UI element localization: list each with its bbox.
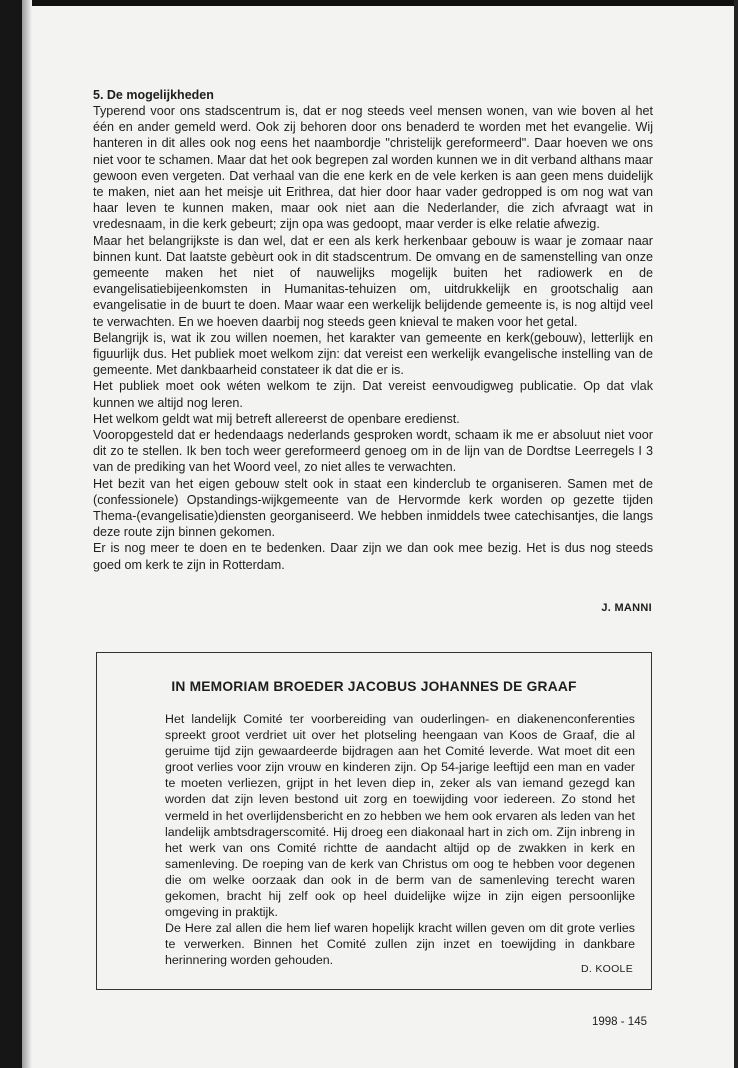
article-paragraph: Maar het belangrijkste is dan wel, dat er een als kerk herkenbaar gebouw is waar je zomaar naar binnen kunt. Dat laatste gebèurt ook in dit stadscentrum. De omvang en de samenstelling van onze gemeente maken het niet of nauwelijks mogelijk buiten het radiowerk en de evangelisatiebijeenkomsten in Humanitas-tehuizen om, uitdrukkelijk en grootschalig aan evangelisatie in de buurt te doen. Maar waar een werkelijk belijdende gemeente is, is nog altijd veel te verwachten. En we hoeven daarbij nog steeds geen knieval te maken voor het getal.	[93, 233, 653, 329]
article-paragraph: Vooropgesteld dat er hedendaags nederlands gesproken wordt, schaam ik me er absoluut niet voor dit zo te stellen. Ik ben toch weer gereformeerd genoeg om in de lijn van de Dordtse Leerregels I 3 van de prediking van het Woord veel, zo niet alles te verwachten.	[93, 428, 653, 475]
section-heading: 5. De mogelijkheden	[93, 88, 214, 102]
scan-border-left	[0, 0, 22, 1068]
scan-gutter-shadow	[22, 0, 32, 1068]
article-paragraph: Typerend voor ons stadscentrum is, dat er nog steeds veel mensen wonen, van wie boven al het één en ander gemeld werd. Ook zij behoren door ons benaderd te worden met het evangelie. Wij hanteren in dit alles ook nog eens het naambordje "christelijk gereformeerd". Daar hoeven we ons niet voor te schamen. Maar dat het ook begrepen zal worden kunnen we in dit verband althans maar gewoon even vergeten. Dat verhaal van die ene kerk en de vele kerken is aan geen mens duidelijk te maken, niet aan het meisje uit Erithrea, dat hier door haar vader gedropped is om nog wat van haar leven te kunnen maken, maar ook niet aan die Nederlander, die zich afvraagt wat in vredesnaam, in die kerk gebeurt; zijn opa was gedoopt, maar verder is elke relatie afwezig.	[93, 104, 653, 232]
article-paragraph: Belangrijk is, wat ik zou willen noemen, het karakter van gemeente en kerk(gebouw), letterlijk en figuurlijk dus. Het publiek moet welkom zijn: dat vereist een werkelijk evangelische instelling van de gemeente. Met dankbaarheid constateer ik dat die er is.	[93, 330, 653, 378]
article-paragraph: Het welkom geldt wat mij betreft allereerst de openbare eredienst.	[93, 411, 460, 426]
memoriam-box	[96, 652, 652, 990]
scan-border-top	[0, 0, 738, 6]
page-number: 1998 - 145	[592, 1016, 647, 1028]
scan-border-right	[734, 0, 738, 1068]
memoriam-signature: D. KOOLE	[581, 963, 633, 975]
article	[93, 87, 653, 573]
memoriam-body	[165, 711, 635, 969]
memoriam-paragraph: Het landelijk Comité ter voorbereiding van ouderlingen- en diakenenconferenties spreekt groot verdriet uit over het plotseling heengaan van Koos de Graaf, die al geruime tijd zijn gewaardeerde bijdragen aan het Comité leverde. Wat moet dit een groot verlies voor zijn vrouw en kinderen zijn. Op 54-jarige leeftijd een man en vader te moeten verliezen, grijpt in het leven diep in, zeker als van iemand gezegd kan worden dat zijn leven bestond uit zorg en toewijding voor iedereen. Zo stond het vermeld in het overlijdensbericht en zo hebben we hem ook ervaren als leden van het landelijk ambtsdragerscomité. Hij droeg een diakonaal hart in zich om. Zijn inbreng in het werk van ons Comité richtte de aandacht altijd op de zwakken in kerk en samenleving. De roeping van de kerk van Christus om oog te hebben voor degenen die om welke oorzaak dan ook in de berm van de samenleving terecht waren gekomen, bracht hij zelf ook op heel duidelijke wijze in zijn eigen persoonlijke omgeving in praktijk.	[165, 712, 635, 920]
article-paragraph: Het publiek moet ook wéten welkom te zijn. Dat vereist eenvoudigweg publicatie. Op dat vlak kunnen we altijd nog leren.	[93, 379, 653, 410]
memoriam-paragraph: De Here zal allen die hem lief waren hopelijk kracht willen geven om dit grote verlies te verwerken. Binnen het Comité zullen zijn inzet en toewijding in dankbare herinnering worden gehouden.	[165, 921, 635, 968]
article-paragraph: Er is nog meer te doen en te bedenken. Daar zijn we dan ook mee bezig. Het is dus nog steeds goed om kerk te zijn in Rotterdam.	[93, 541, 653, 572]
memoriam-title: IN MEMORIAM BROEDER JACOBUS JOHANNES DE GRAAF	[171, 679, 577, 694]
article-signature: J. MANNI	[601, 602, 652, 614]
article-paragraph: Het bezit van het eigen gebouw stelt ook in staat een kinderclub te organiseren. Samen met de (confessionele) Opstandings-wijkgemeente van de Hervormde kerk worden op gezette tijden Thema-(evangelisatie)diensten georganiseerd. We hebben inmiddels twee catechisantjes, die langs deze route zijn binnen gekomen.	[93, 476, 653, 540]
